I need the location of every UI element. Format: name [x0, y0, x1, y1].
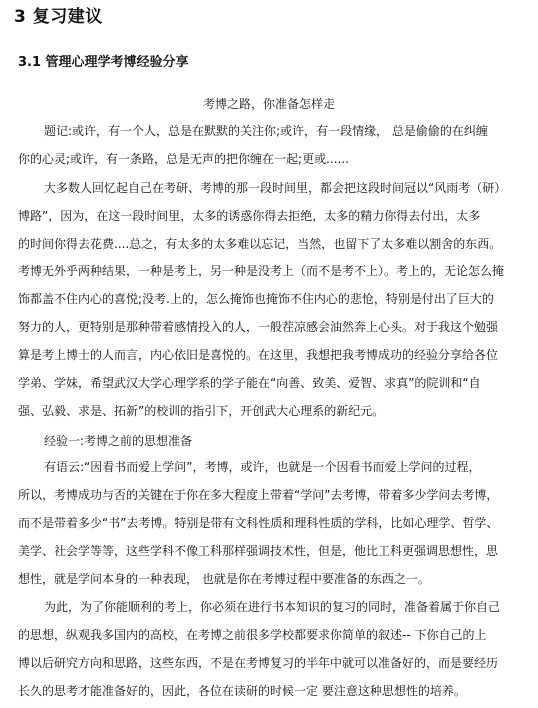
paragraph-line: 努力的人，更特别是那种带着感情投入的人，一般茬凉感会油然奔上心头。对于我这个勉强: [18, 320, 499, 334]
paragraph-line: 有语云:“因看书而爱上学问”，考博，或许，也就是一个因看书而爱上学问的过程，: [44, 460, 481, 474]
paragraph-line: 博以后研究方向和思路，这些东西，不是在考博复习的半年中就可以准备好的，而是要经历: [18, 656, 499, 670]
paragraph-line: 而不是带着多少“书”去考博。特别是带有文科性质和理科性质的学科，比如心理学、哲学、: [18, 516, 499, 530]
paragraph-line: 算是考上博士的人而言，内心依旧是喜悦的。在这里，我想把我考博成功的经验分享给各位: [18, 348, 499, 362]
paragraph-line: 强、弘毅、求是、拓新”的校训的指引下，开创武大心理系的新纪元。: [18, 404, 385, 418]
paragraph-line: 题记:或许，有一个人，总是在默默的关注你;或许，有一段情缘， 总是偷偷的在纠缠: [44, 124, 488, 138]
subsection-heading: 3.1 管理心理学考博经验分享: [18, 55, 189, 70]
paragraph-line: 饰都盖不住内心的喜悦;没考.上的，怎么掩饰也掩饰不住内心的悲怆，特别是付出了巨大的: [18, 292, 494, 306]
section-heading: 3 复习建议: [14, 7, 103, 27]
paragraph-line: 考博无外乎两种结果，一种是考上，另一种是没考上（而不是考不上）。考上的，无论怎么掩: [18, 264, 505, 278]
paragraph-line: 的时间你得去花费....总之，有太多的太多难以忘记，当然，也留下了太多难以割舍的东西。: [18, 237, 502, 251]
paragraph-line: 学弟、学妹，希望武汉大学心理学系的学子能在“向善、致美、爱智、求真”的院训和“自: [18, 376, 481, 390]
paragraph-line: 为此，为了你能顺利的考上，你必须在进行书本知识的复习的同时，准备着属于你自己: [44, 600, 501, 614]
paragraph-line: 你的心灵;或许，有一条路，总是无声的把你缠在一起;更或......: [18, 152, 349, 166]
article-title: 考博之路，你准备怎样走: [202, 97, 335, 111]
paragraph-line: 博路”，因为，在这一段时间里，太多的诱惑你得去拒绝，太多的精力你得去付出，太多: [18, 209, 481, 223]
paragraph-line: 大多数人回忆起自己在考研、考博的那一段时间里，都会把这段时间冠以“风雨考（研）: [44, 181, 507, 195]
experience-heading: 经验一:考博之前的思想准备: [44, 434, 193, 448]
paragraph-line: 的思想，纵观我多国内的高校，在考博之前很多学校都要求你简单的叙述-- 下你自己的上: [18, 628, 487, 642]
paragraph-line: 想性，就是学问本身的一种表现， 也就是你在考博过程中要准备的东西之一。: [18, 572, 430, 586]
paragraph-line: 所以，考博成功与否的关键在于你在多大程度上带着“学问”去考博，带着多少学问去考博，: [18, 488, 499, 502]
paragraph-line: 长久的思考才能准备好的，因此，各位在读研的时候一定 要注意这种思想性的培养。: [18, 684, 466, 698]
paragraph-line: 美学、社会学等等，这些学科不像工科那样强调技术性，但是，他比工科更强调思想性，思: [18, 544, 499, 558]
